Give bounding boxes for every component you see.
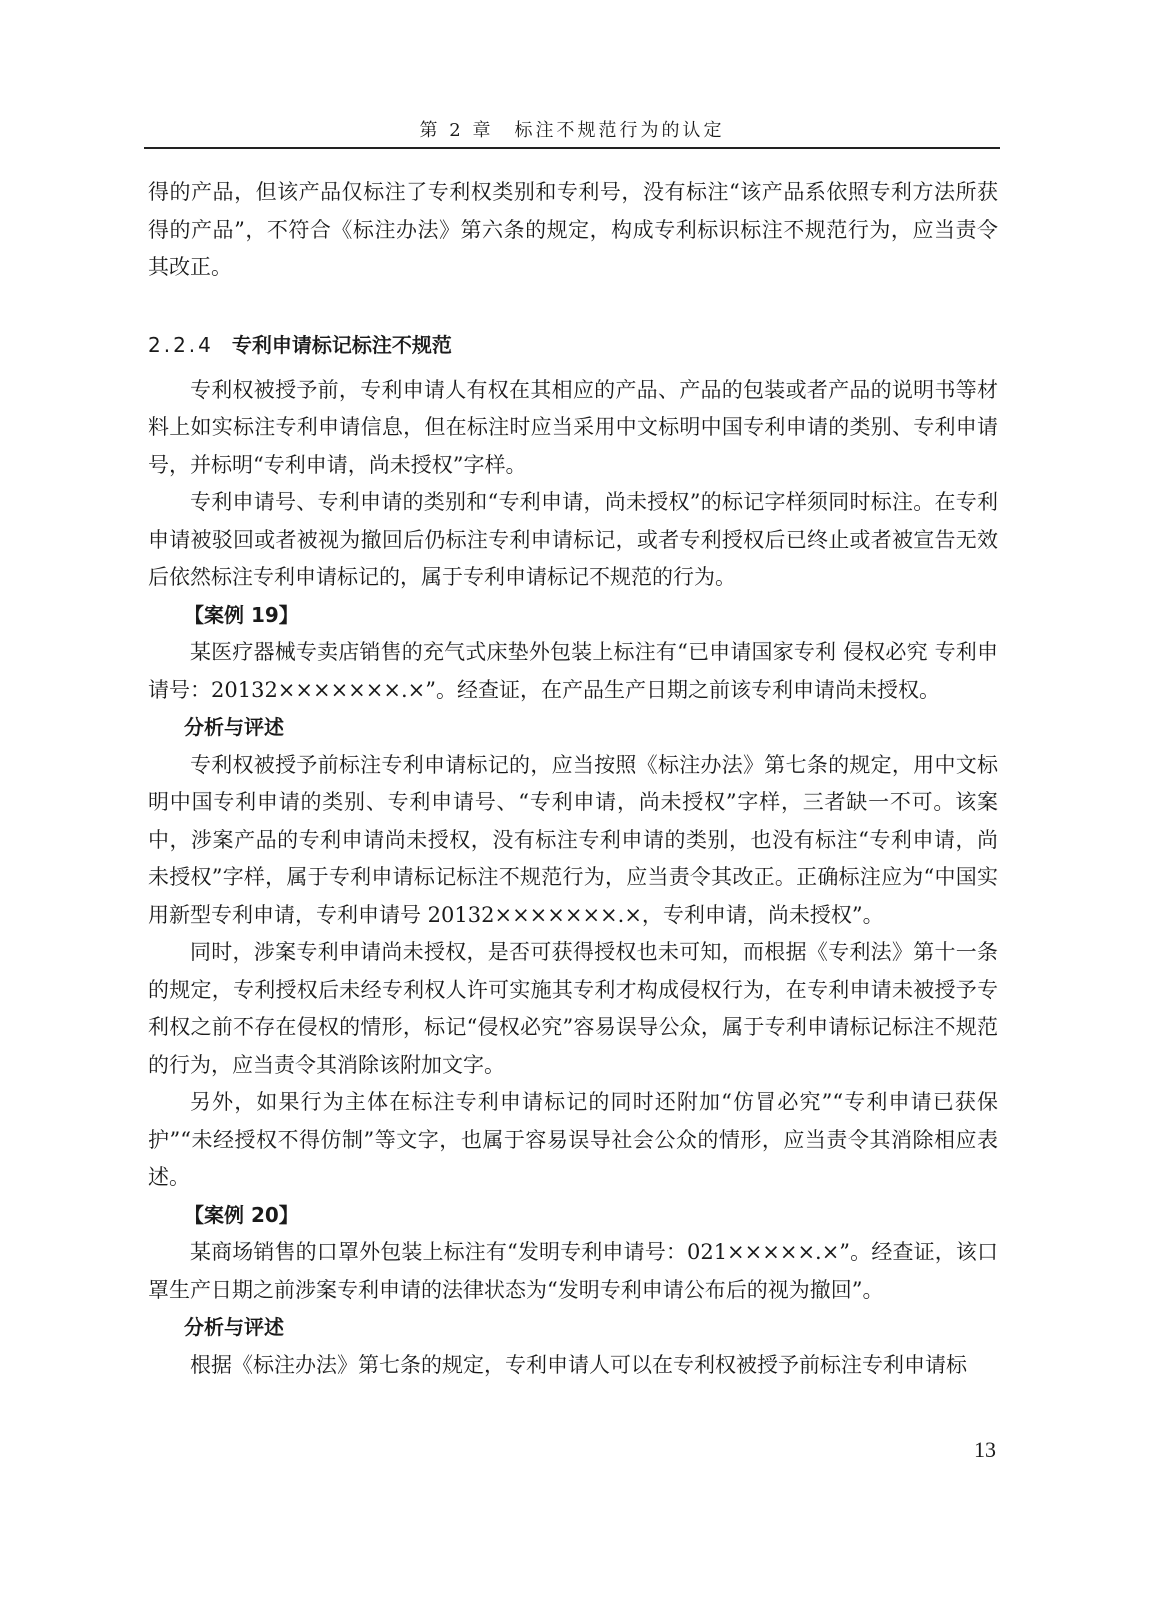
header-rule: [144, 147, 1000, 149]
paragraph-continued: 得的产品，但该产品仅标注了专利权类别和专利号，没有标注“该产品系依照专利方法所获得的产品”，不符合《标注办法》第六条的规定，构成专利标识标注不规范行为，应当责令其改正。: [148, 180, 998, 279]
paragraph: 某医疗器械专卖店销售的充气式床垫外包装上标注有“已申请国家专利 侵权必究 专利申请号：20132×××××××.×”。经查证，在产品生产日期之前该专利申请尚未授权。: [148, 640, 998, 702]
case-label-19: 【案例 19】: [184, 602, 299, 627]
paragraph: 专利权被授予前，专利申请人有权在其相应的产品、产品的包装或者产品的说明书等材料上如实标注专利申请信息，但在标注时应当采用中文标明中国专利申请的类别、专利申请号，并标明“专利申请，尚未授权”字样。: [148, 377, 998, 477]
paragraph: 同时，涉案专利申请尚未授权，是否可获得授权也未可知，而根据《专利法》第十一条的规定，专利授权后未经专利权人许可实施其专利才构成侵权行为，在专利申请未被授予专利权之前不存在侵权的情形，标记“侵权必究”容易误导公众，属于专利申请标记标注不规范的行为，应当责令其消除该附加文字。: [148, 940, 998, 1077]
paragraph: 某商场销售的口罩外包装上标注有“发明专利申请号：021×××××.×”。经查证，该口罩生产日期之前涉案专利申请的法律状态为“发明专利申请公布后的视为撤回”。: [148, 1240, 998, 1302]
paragraph: 另外，如果行为主体在标注专利申请标记的同时还附加“仿冒必究”“专利申请已获保护”“未经授权不得仿制”等文字，也属于容易误导社会公众的情形，应当责令其消除相应表述。: [148, 1090, 998, 1189]
paragraph: 专利申请号、专利申请的类别和“专利申请，尚未授权”的标记字样须同时标注。在专利申请被驳回或者被视为撤回后仍标注专利申请标记，或者专利授权后已终止或者被宣告无效后依然标注专利申请标记的，属于专利申请标记不规范的行为。: [148, 490, 998, 589]
section-number: 2.2.4: [148, 332, 214, 357]
section-title: 专利申请标记标注不规范: [231, 332, 452, 357]
section-heading: [148, 327, 998, 363]
analysis-label: 分析与评述: [184, 1315, 284, 1339]
analysis-label: 分析与评述: [184, 715, 284, 739]
paragraph: 专利权被授予前标注专利申请标记的，应当按照《标注办法》第七条的规定，用中文标明中国专利申请的类别、专利申请号、“专利申请，尚未授权”字样，三者缺一不可。该案中，涉案产品的专利申请尚未授权，没有标注专利申请的类别，也没有标注“专利申请，尚未授权”字样，属于专利申请标记标注不规范行为，应当责令其改正。正确标注应为“中国实用新型专利申请，专利申请号 20132×××××××.×，专利申请，尚未授权”。: [148, 752, 998, 927]
paragraph: 根据《标注办法》第七条的规定，专利申请人可以在专利权被授予前标注专利申请标: [190, 1352, 967, 1377]
case-label-20: 【案例 20】: [184, 1202, 299, 1227]
page-body: [148, 174, 998, 1384]
page-number: 13: [974, 1437, 996, 1462]
running-header: 第 2 章 标注不规范行为的认定: [419, 120, 725, 141]
